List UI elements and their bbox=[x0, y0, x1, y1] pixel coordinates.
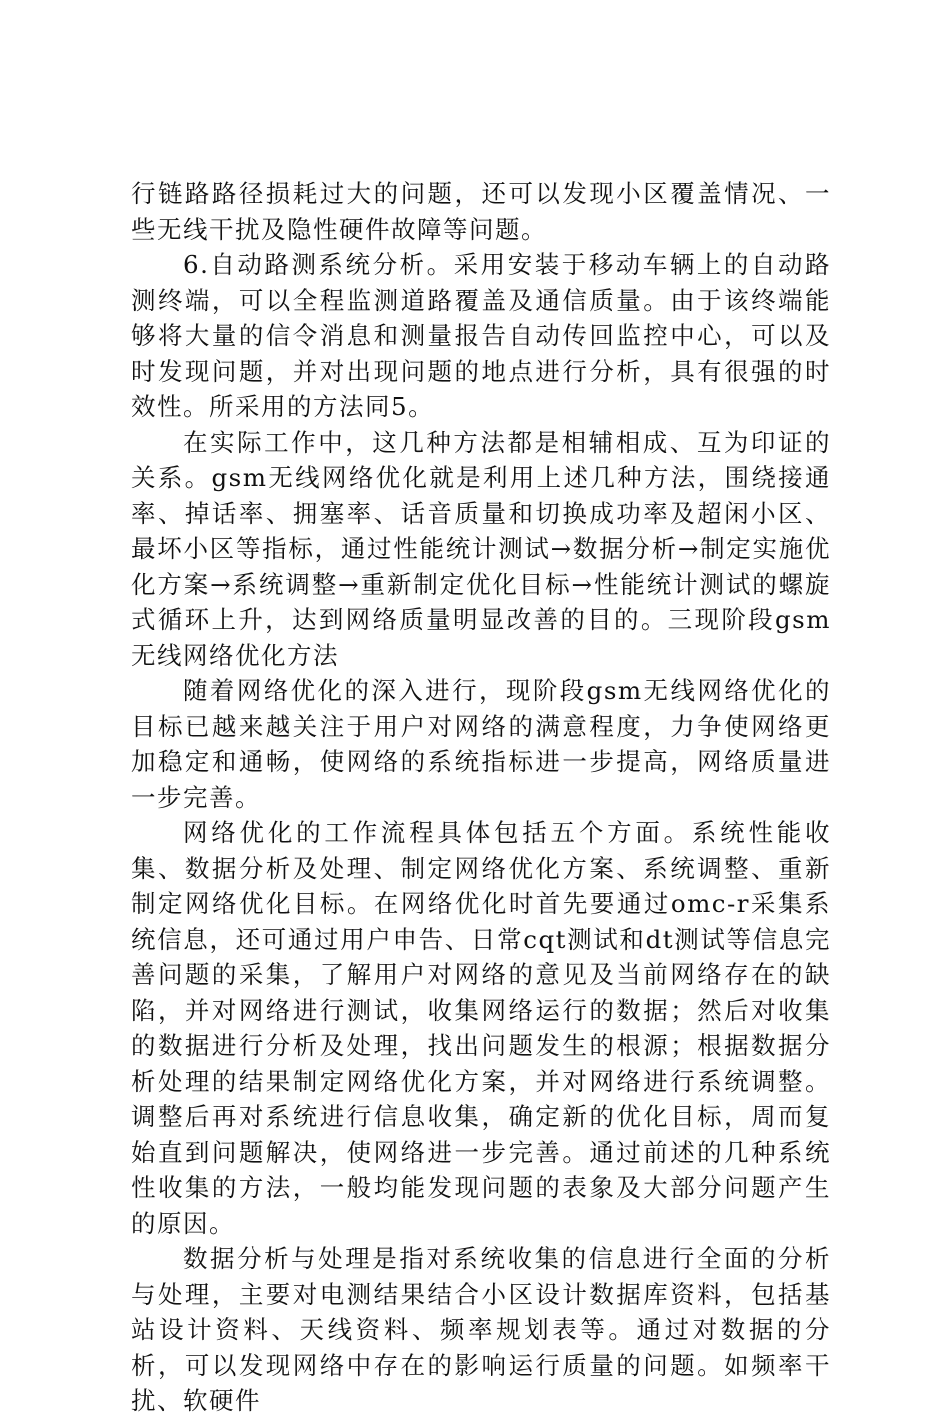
paragraph-3: 在实际工作中，这几种方法都是相辅相成、互为印证的关系。gsm无线网络优化就是利用上述几种方法，围绕接通率、掉话率、拥塞率、话音质量和切换成功率及超闲小区、最坏小区等指标，通过性能统计测试→数据分析→制定实施优化方案→系统调整→重新制定优化目标→性能统计测试的螺旋式循环上升，达到网络质量明显改善的目的。三现阶段gsm无线网络优化方法 bbox=[131, 427, 831, 670]
document-body bbox=[131, 176, 831, 1419]
paragraph-5: 网络优化的工作流程具体包括五个方面。系统性能收集、数据分析及处理、制定网络优化方案、系统调整、重新制定网络优化目标。在网络优化时首先要通过omc-r采集系统信息，还可通过用户申告、日常cqt测试和dt测试等信息完善问题的采集，了解用户对网络的意见及当前网络存在的缺陷，并对网络进行测试，收集网络运行的数据；然后对收集的数据进行分析及处理，找出问题发生的根源；根据数据分析处理的结果制定网络优化方案，并对网络进行系统调整。调整后再对系统进行信息收集，确定新的优化目标，周而复始直到问题解决，使网络进一步完善。通过前述的几种系统性收集的方法，一般均能发现问题的表象及大部分问题产生的原因。 bbox=[131, 818, 831, 1238]
paragraph-6: 数据分析与处理是指对系统收集的信息进行全面的分析与处理，主要对电测结果结合小区设计数据库资料，包括基站设计资料、天线资料、频率规划表等。通过对数据的分析，可以发现网络中存在的影响运行质量的问题。如频率干扰、软硬件 bbox=[131, 1244, 831, 1415]
paragraph-1: 行链路路径损耗过大的问题，还可以发现小区覆盖情况、一些无线干扰及隐性硬件故障等问题。 bbox=[131, 179, 831, 244]
paragraph-4: 随着网络优化的深入进行，现阶段gsm无线网络优化的目标已越来越关注于用户对网络的满意程度，力争使网络更加稳定和通畅，使网络的系统指标进一步提高，网络质量进一步完善。 bbox=[131, 676, 831, 812]
paragraph-2: 6.自动路测系统分析。采用安装于移动车辆上的自动路测终端，可以全程监测道路覆盖及通信质量。由于该终端能够将大量的信令消息和测量报告自动传回监控中心，可以及时发现问题，并对出现问题的地点进行分析，具有很强的时效性。所采用的方法同5。 bbox=[131, 250, 831, 421]
